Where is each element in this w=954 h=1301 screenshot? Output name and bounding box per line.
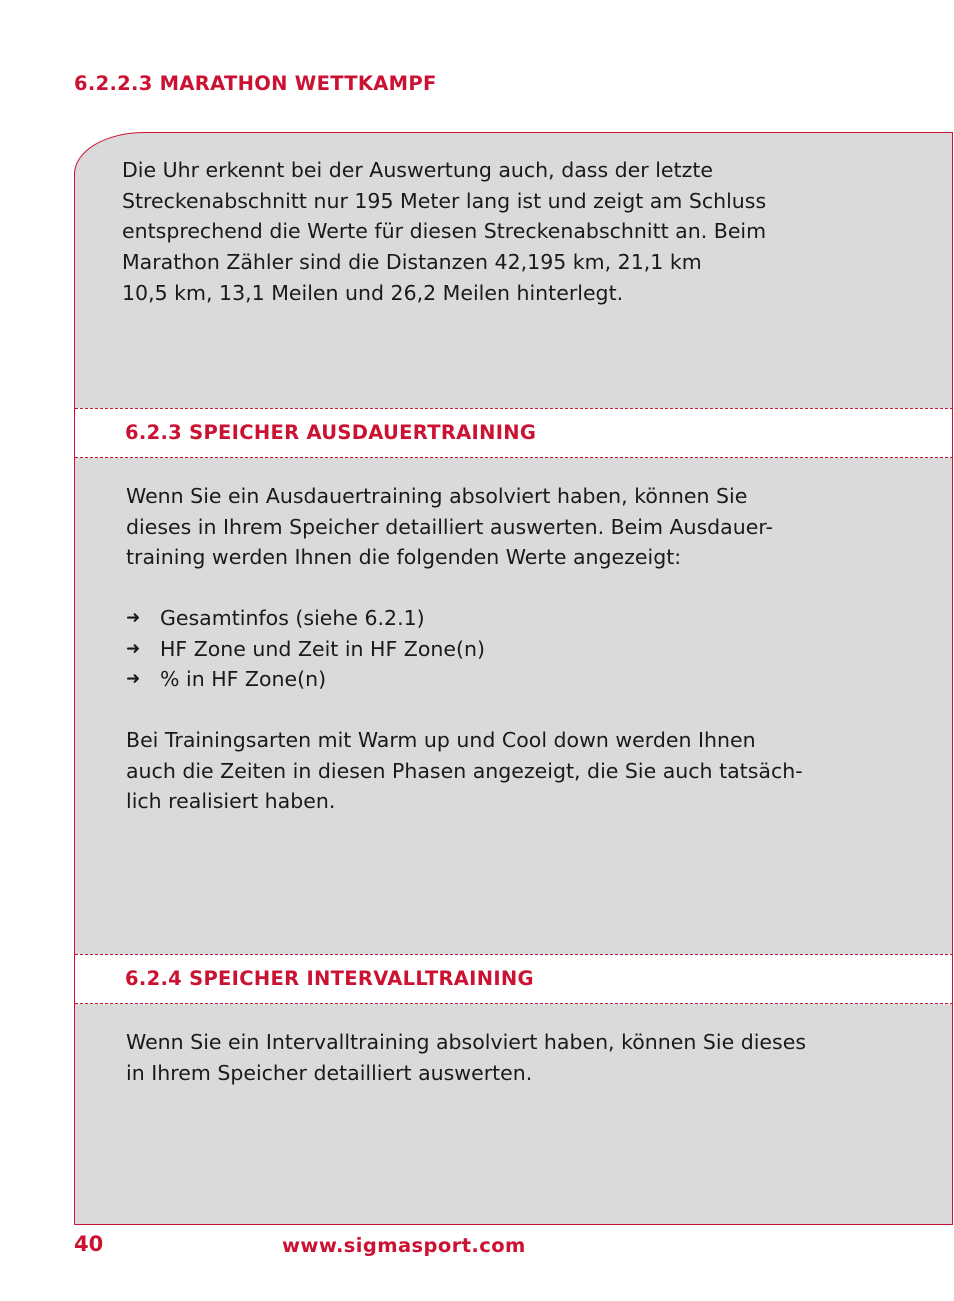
text-line: Marathon Zähler sind die Distanzen 42,195 km, 21,1 km (122, 250, 702, 275)
section-623-title: 6.2.3 SPEICHER AUSDAUERTRAINING (125, 421, 537, 444)
marathon-paragraph (122, 155, 766, 309)
page-number: 40 (74, 1232, 104, 1256)
text-line: 10,5 km, 13,1 Meilen und 26,2 Meilen hinterlegt. (122, 280, 624, 305)
arrow-right-icon: ➜ (126, 608, 141, 628)
text-line: Bei Trainingsarten mit Warm up und Cool down werden Ihnen (126, 728, 756, 752)
text-line: lich realisiert haben. (126, 789, 336, 814)
section-623-intro (126, 481, 773, 573)
arrow-right-icon: ➜ (126, 638, 141, 659)
text-line: Wenn Sie ein Ausdauertraining absolviert haben, können Sie (126, 484, 748, 508)
text-line: entsprechend die Werte für diesen Streckenabschnitt an. Beim (122, 219, 767, 244)
arrow-right-icon: ➜ (126, 669, 141, 690)
list-item (126, 603, 485, 634)
section-623-bullet-list (126, 603, 485, 695)
section-623-band (75, 408, 953, 458)
text-line: auch die Zeiten in diesen Phasen angezeigt, die Sie auch tatsäch- (126, 758, 803, 783)
text-line: Streckenabschnitt nur 195 Meter lang ist und zeigt am Schluss (122, 188, 767, 213)
text-line: Wenn Sie ein Intervalltraining absolviert haben, können Sie dieses (126, 1030, 807, 1054)
list-item-text: % in HF Zone(n) (160, 667, 327, 692)
list-item (126, 634, 485, 665)
text-line: dieses in Ihrem Speicher detailliert auswerten. Beim Ausdauer- (126, 514, 773, 539)
list-item-text: HF Zone und Zeit in HF Zone(n) (160, 636, 485, 661)
list-item-text: Gesamtinfos (siehe 6.2.1) (160, 606, 425, 630)
section-624-text (126, 1027, 806, 1088)
section-624-band (75, 954, 953, 1004)
text-line: training werden Ihnen die folgenden Werte angezeigt: (126, 545, 682, 570)
section-heading: 6.2.2.3 MARATHON WETTKAMPF (74, 72, 437, 95)
footer-url: www.sigmasport.com (282, 1234, 526, 1257)
section-624-title: 6.2.4 SPEICHER INTERVALLTRAINING (125, 967, 534, 990)
list-item (126, 664, 485, 695)
text-line: in Ihrem Speicher detailliert auswerten. (126, 1060, 533, 1085)
text-line: Die Uhr erkennt bei der Auswertung auch, dass der letzte (122, 158, 713, 182)
section-623-outro (126, 725, 803, 817)
